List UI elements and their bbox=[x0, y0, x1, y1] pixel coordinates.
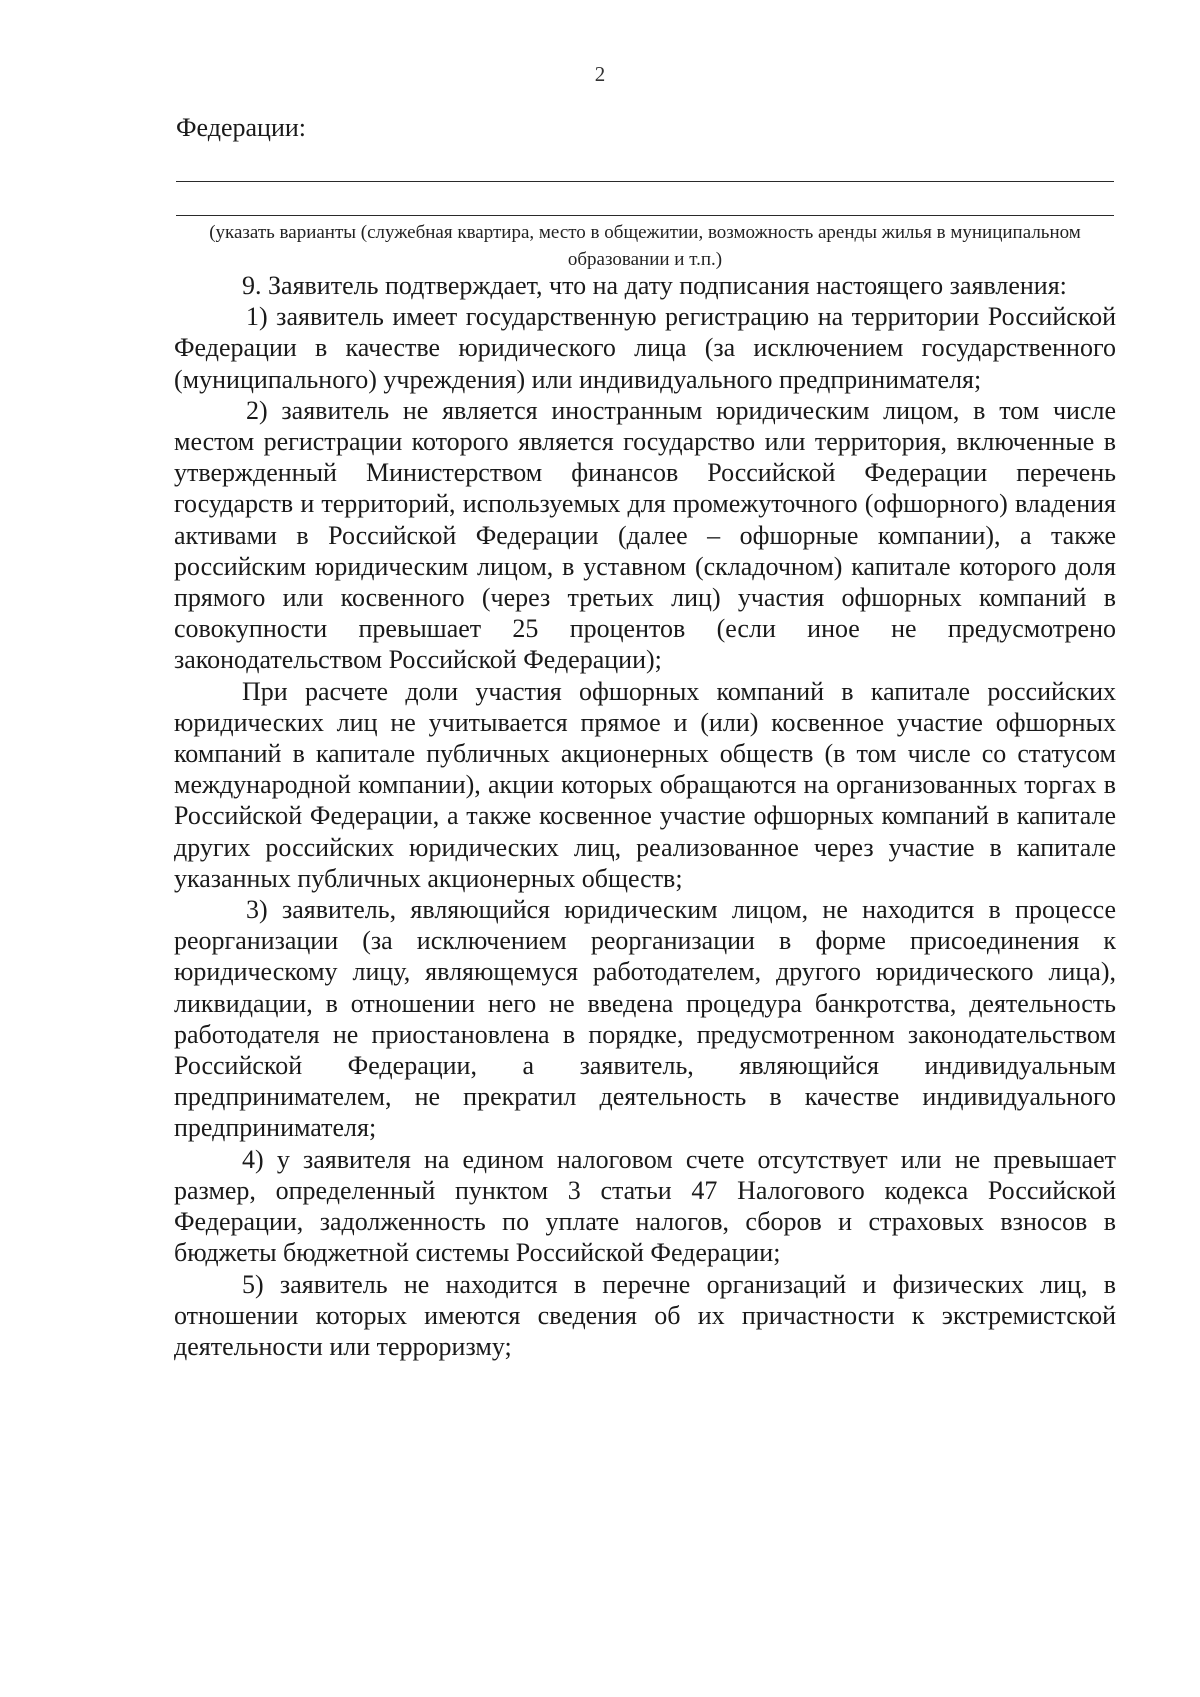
continuation-text: Федерации: bbox=[176, 113, 307, 142]
paragraph-subitem-3: 3) заявитель, являющийся юридическим лицом, не находится в процессе реорганизации (за исключением реорганизации в форме присоединения к юридическому лицу, являющемуся работодателем, другого юридического лица), ликвидации, в отношении него не введена процедура банкротства, деятельность работодателя не приостановлена в порядке, предусмотренном законодательством Российской Федерации, а заявитель, являющийся индивидуальным предпринимателем, не прекратил деятельность в качестве индивидуального предпринимателя; bbox=[174, 895, 1116, 1143]
fill-in-line bbox=[176, 215, 1114, 216]
paragraph-subitem-1: 1) заявитель имеет государственную регистрацию на территории Российской Федерации в качестве юридического лица (за исключением государственного (муниципального) учреждения) или индивидуального предпринимателя; bbox=[174, 302, 1116, 394]
fill-in-hint: (указать варианты (служебная квартира, место в общежитии, возможность аренды жилья в муниципальном образовании и т.п.) bbox=[209, 222, 1081, 270]
document-body bbox=[174, 270, 1116, 1362]
page-number: 2 bbox=[594, 62, 606, 86]
paragraph-subitem-5: 5) заявитель не находится в перечне организаций и физических лиц, в отношении которых имеются сведения об их причастности к экстремистской деятельности или терроризму; bbox=[174, 1269, 1116, 1361]
paragraph-subitem-2: 2) заявитель не является иностранным юридическим лицом, в том числе местом регистрации которого является государство или территория, включенные в утвержденный Министерством финансов Российской Федерации перечень государств и территорий, используемых для промежуточного (офшорного) владения активами в Российской Федерации (далее – офшорные компании), а также российским юридическим лицом, в уставном (складочном) капитале которого доля прямого или косвенного (через третьих лиц) участия офшорных компаний в совокупности превышает 25 процентов (если иное не предусмотрено законодательством Российской Федерации); bbox=[174, 395, 1116, 675]
paragraph-item-9: 9. Заявитель подтверждает, что на дату подписания настоящего заявления: bbox=[242, 271, 1067, 300]
paragraph-subitem-4: 4) у заявителя на едином налоговом счете отсутствует или не превышает размер, определенный пунктом 3 статьи 47 Налогового кодекса Российской Федерации, задолженность по уплате налогов, сборов и страховых взносов в бюджеты бюджетной системы Российской Федерации; bbox=[174, 1144, 1116, 1268]
paragraph-offshore-note: При расчете доли участия офшорных компаний в капитале российских юридических лиц не учитывается прямое и (или) косвенное участие офшорных компаний в капитале публичных акционерных обществ (в том числе со статусом международной компании), акции которых обращаются на организованных торгах в Российской Федерации, а также косвенное участие офшорных компаний в капитале других российских юридических лиц, реализованное через участие в капитале указанных публичных акционерных обществ; bbox=[174, 676, 1116, 893]
fill-in-line bbox=[176, 181, 1114, 182]
